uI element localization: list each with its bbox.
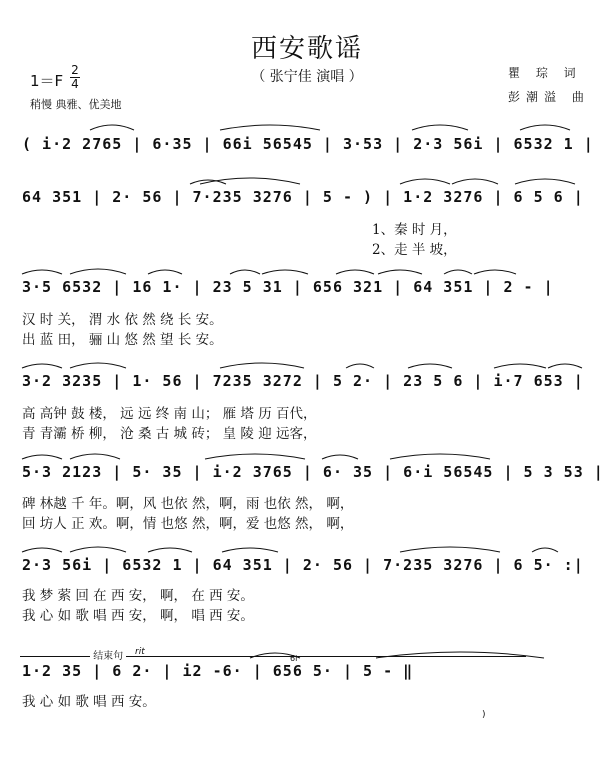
notation-row-7: 1·2 35 | 6 2· | i2 ‑6· | 656 5· | 5 - ‖ [22, 662, 414, 680]
notation-row-3: 3·5 6532 | 16 1· | 23 5 31 | 656 321 | 64 351 | 2 - | [22, 278, 554, 296]
footer-mark: ) [482, 710, 486, 720]
lyric-row-4-verse-2: 青 青灞 桥 柳， 沧 桑 古 城 砖； 皇 陵 迎 远客， [22, 426, 317, 442]
performer-subtitle: （ 张宁佳 演唱 ） [251, 69, 363, 85]
lyric-row-2-verse-2: 2、走 半 坡， [372, 242, 457, 258]
time-signature [70, 64, 80, 91]
grace-notes: 6i [290, 654, 298, 663]
lyric-row-6-verse-2: 我 心 如 歌 唱 西 安， 啊， 唱 西 安。 [22, 608, 254, 624]
ending-label-text: 结束句 [93, 651, 124, 662]
lyric-row-3-verse-1: 汉 时 关， 渭 水 依 然 绕 长 安。 [22, 312, 223, 328]
lyricist-credit: 瞿 琮 词 [508, 66, 582, 80]
notation-row-1: ( i·2 2765 | 6·35 | 66i 56545 | 3·53 | 2·3 56i | 6532 1 | [22, 135, 594, 153]
lyric-row-7: 我 心 如 歌 唱 西 安。 [22, 694, 156, 710]
meter-top: 2 [71, 63, 79, 77]
notation-row-2: 64 351 | 2· 56 | 7·235 3276 | 5 - ) | 1·2 3276 | 6 5 6 | [22, 188, 584, 206]
lyric-row-2-verse-1: 1、秦 时 月， [372, 222, 457, 238]
composer-credit: 彭潮溢 曲 [508, 90, 590, 104]
song-title: 西安歌谣 [250, 34, 363, 64]
key-signature: 1＝F [30, 72, 64, 90]
ending-label [20, 647, 526, 662]
lyric-row-5-verse-1: 碑 林越 千 年。啊，风 也依 然，啊，雨 也依 然， 啊， [22, 496, 354, 512]
lyric-row-4-verse-1: 高 高钟 鼓 楼， 远 远 终 南 山； 雁 塔 历 百代， [22, 406, 317, 422]
tempo-marking: 稍慢 典雅、优美地 [30, 98, 122, 111]
lyric-row-3-verse-2: 出 蓝 田， 骊 山 悠 然 望 长 安。 [22, 332, 223, 348]
lyric-row-5-verse-2: 回 坊人 正 欢。啊，情 也悠 然，啊，爱 也悠 然， 啊， [22, 516, 354, 532]
notation-row-4: 3·2 3235 | 1· 56 | 7235 3272 | 5 2· | 23 5 6 | i·7 653 | [22, 372, 584, 390]
meter-bottom: 4 [71, 77, 79, 91]
ritardando-mark: rit [135, 647, 145, 657]
notation-row-6: 2·3 56i | 6532 1 | 64 351 | 2· 56 | 7·235 3276 | 6 5· :| [22, 556, 584, 574]
notation-row-5: 5·3 2123 | 5· 35 | i·2 3765 | 6· 35 | 6·i 56545 | 5 3 53 | [22, 463, 604, 481]
lyric-row-6-verse-1: 我 梦 萦 回 在 西 安， 啊， 在 西 安。 [22, 588, 254, 604]
